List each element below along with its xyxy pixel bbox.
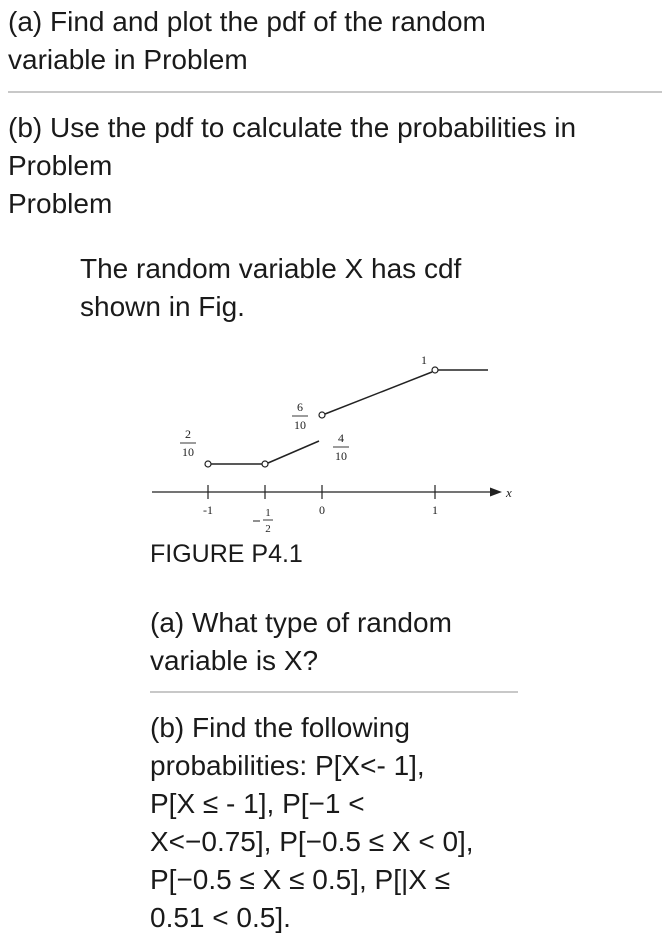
part-b-line-3: Problem: [8, 188, 113, 219]
cdf-point-zero: [319, 412, 325, 418]
level-label-four-tenths: [333, 431, 349, 463]
two-tenths-num: 2: [185, 427, 191, 441]
question-a-line-1: (a) What type of random: [150, 607, 452, 638]
question-b-line-3: P[X ≤ - 1], P[−1 <: [150, 788, 365, 819]
four-tenths-den: 10: [335, 449, 347, 463]
question-b: [150, 709, 474, 937]
problem-intro: [80, 250, 461, 326]
cdf-segment-2: [268, 441, 319, 463]
six-tenths-num: 6: [297, 400, 303, 414]
part-b-line-1: (b) Use the pdf to calculate the probabilities in: [8, 112, 577, 143]
cdf-segment-3: [325, 372, 432, 414]
question-b-line-6: 0.51 < 0.5].: [150, 902, 291, 933]
cdf-figure: [140, 340, 540, 552]
neg-half-denominator: 2: [265, 523, 271, 535]
problem-intro-line-1: The random variable X has cdf: [80, 253, 462, 284]
tick-label-zero: 0: [319, 503, 325, 517]
x-axis-label: x: [506, 485, 512, 500]
neg-half-numerator: 1: [265, 507, 271, 519]
question-b-line-1: (b) Find the following: [150, 712, 410, 743]
part-a-line-2: variable in Problem: [8, 44, 248, 75]
x-axis-arrow: [490, 488, 502, 497]
question-a-line-2: variable is X?: [150, 645, 319, 676]
problem-intro-line-2: shown in Fig.: [80, 291, 245, 322]
part-b-text: [8, 109, 576, 223]
divider-bottom: [150, 691, 518, 693]
question-a: [150, 604, 452, 680]
level-label-six-tenths: [292, 400, 308, 432]
question-b-line-5: P[−0.5 ≤ X ≤ 0.5], P[|X ≤: [150, 864, 451, 895]
tick-label-neg-half: [253, 507, 273, 535]
six-tenths-den: 10: [294, 418, 306, 432]
level-label-two-tenths: [180, 427, 196, 459]
figure-caption: FIGURE P4.1: [150, 540, 303, 568]
tick-label-neg-one: -1: [203, 503, 213, 517]
cdf-point-neg-half: [262, 461, 268, 467]
cdf-point-one: [432, 367, 438, 373]
question-b-line-4: X<−0.75], P[−0.5 ≤ X < 0],: [150, 826, 474, 857]
cdf-point-neg-one: [205, 461, 211, 467]
four-tenths-num: 4: [338, 431, 344, 445]
two-tenths-den: 10: [182, 445, 194, 459]
part-a-line-1: (a) Find and plot the pdf of the random: [8, 6, 486, 37]
divider-top: [8, 91, 662, 93]
part-a-text: [8, 3, 486, 79]
question-b-line-2: probabilities: P[X<- 1],: [150, 750, 425, 781]
tick-label-one: 1: [432, 503, 438, 517]
part-b-line-2: Problem: [8, 150, 113, 181]
level-label-one: 1: [421, 353, 427, 367]
